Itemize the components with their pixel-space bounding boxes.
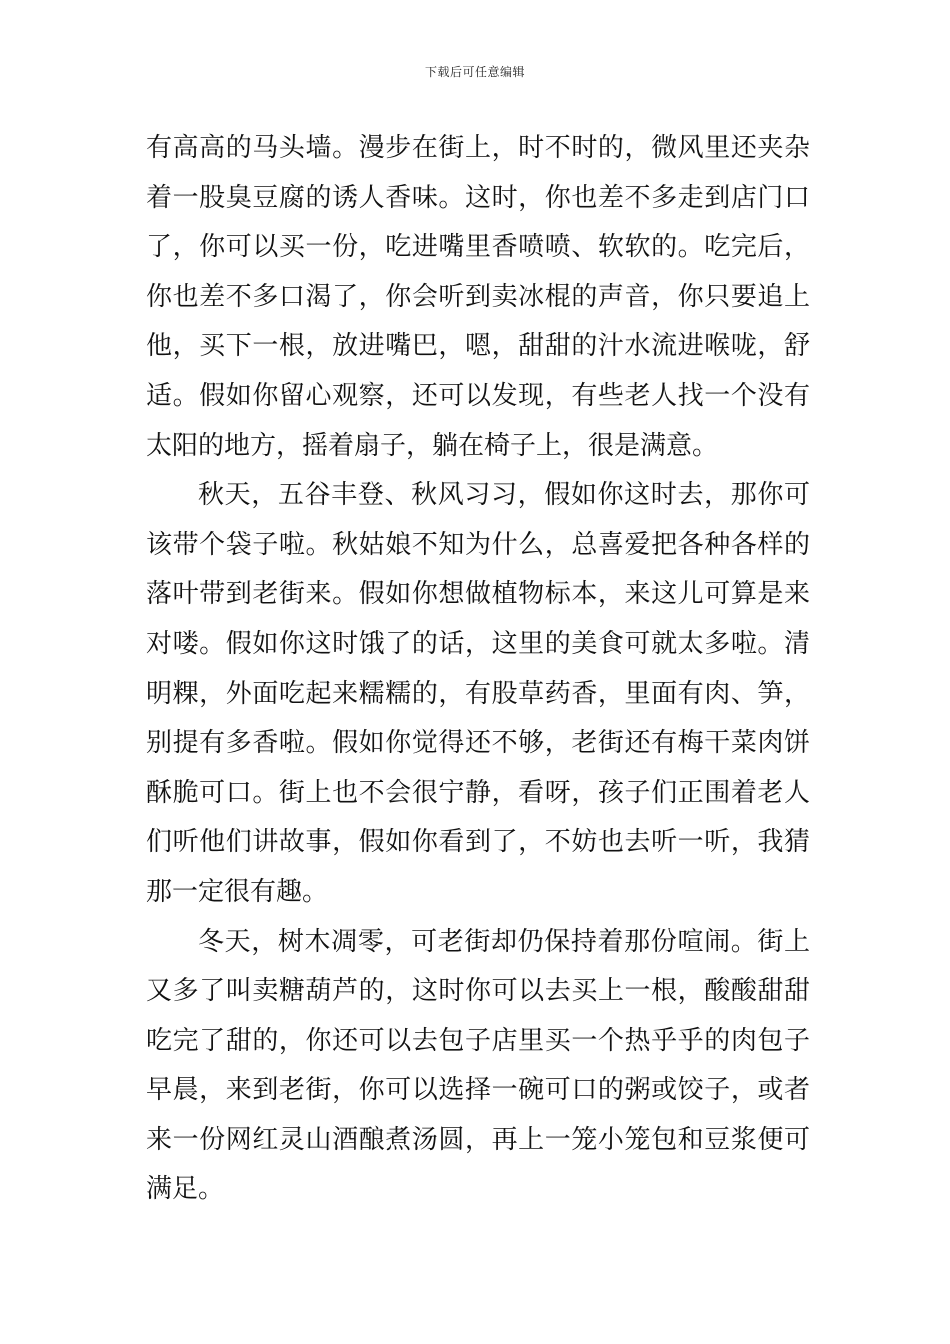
paragraph [146,918,810,1216]
text-line: 落叶带到老街来。假如你想做植物标本，来这儿可算是来 [146,579,810,610]
text-line: 他，买下一根，放进嘴巴，嗯，甜甜的汁水流进喉咙，舒 [146,331,810,362]
text-line: 满足。 [146,1174,225,1205]
page-header: 下载后可任意编辑 [424,65,525,79]
text-line: 冬天，树木凋零，可老街却仍保持着那份喧闹。街上 [198,926,810,957]
text-line: 对喽。假如你这时饿了的话，这里的美食可就太多啦。清 [146,628,810,659]
text-line: 该带个袋子啦。秋姑娘不知为什么，总喜爱把各种各样的 [146,529,810,560]
document-body [146,124,810,1215]
text-line: 早晨，来到老街，你可以选择一碗可口的粥或饺子，或者 [146,1075,810,1106]
text-line: 了，你可以买一份，吃进嘴里香喷喷、软软的。吃完后， [146,232,810,263]
text-line: 明粿，外面吃起来糯糯的，有股草药香，里面有肉、笋， [146,678,810,709]
text-line: 别提有多香啦。假如你觉得还不够，老街还有梅干菜肉饼 [146,728,810,759]
text-line: 酥脆可口。街上也不会很宁静，看呀，孩子们正围着老人 [146,777,810,808]
text-line: 又多了叫卖糖葫芦的，这时你可以去买上一根，酸酸甜甜 [146,976,810,1007]
text-line: 适。假如你留心观察，还可以发现，有些老人找一个没有 [146,380,810,411]
text-line: 太阳的地方，摇着扇子，躺在椅子上，很是满意。 [146,430,719,461]
text-line: 着一股臭豆腐的诱人香味。这时，你也差不多走到店门口 [146,182,810,213]
paragraph [146,471,810,917]
text-line: 有高高的马头墙。漫步在街上，时不时的，微风里还夹杂 [146,133,810,163]
text-line: 那一定很有趣。 [146,876,329,907]
text-line: 吃完了甜的，你还可以去包子店里买一个热乎乎的肉包子 [146,1025,810,1056]
text-line: 你也差不多口渴了，你会听到卖冰棍的声音，你只要追上 [146,281,810,312]
text-line: 们听他们讲故事，假如你看到了，不妨也去听一听，我猜 [146,827,810,858]
text-line: 来一份网红灵山酒酿煮汤圆，再上一笼小笼包和豆浆便可 [146,1124,810,1155]
paragraph [146,124,810,471]
text-line: 秋天，五谷丰登、秋风习习，假如你这时去，那你可 [198,480,810,511]
